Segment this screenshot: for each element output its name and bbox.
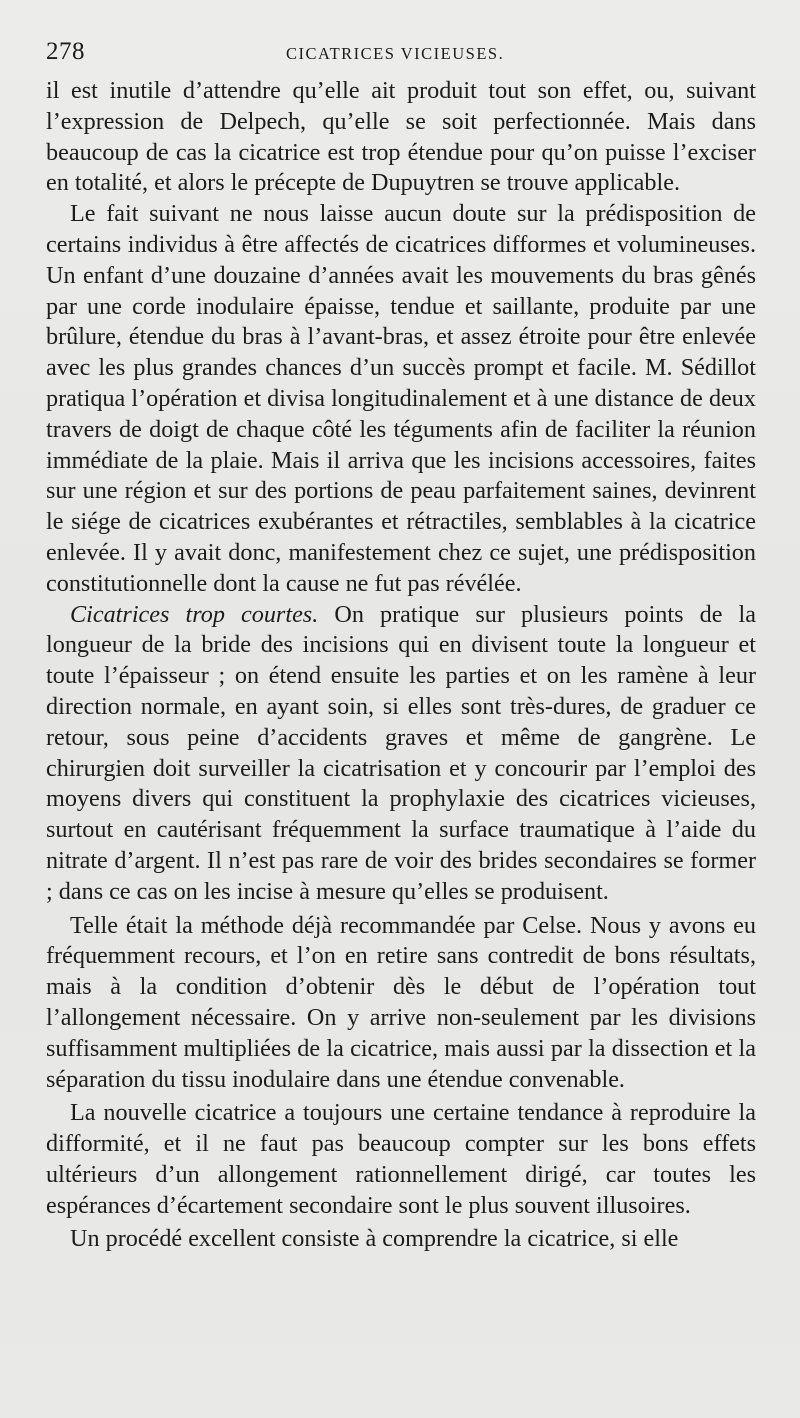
body-text [46,76,756,1255]
paragraph-continuation [46,76,756,199]
paragraph-text: Un procédé excellent consiste à comprendre la cicatrice, si elle [70,1225,679,1253]
section-lead-italic: Cicatrices trop courtes. [70,600,319,628]
paragraph-excellent-procedure [46,1224,756,1255]
paragraph-short-scars [46,600,756,908]
page-number: 278 [46,38,85,65]
paragraph-text: On pratique sur plusieurs points de la longueur de la bride des incisions qui en divisent toute la longueur et toute l’épaisseur ; on étend ensuite les parties et on les ramène à leur direction normale, en ayant soin, si elles sont très-dures, de graduer ce retour, sous peine d’accidents graves et même de gangrène. Le chirurgien doit surveiller la cicatrisation et y concourir par l’emploi des moyens divers qui constituent la prophylaxie des cicatrices vicieuses, surtout en cautérisant fréquemment la surface traumatique à l’aide du nitrate d’argent. Il n’est pas rare de voir des brides secondaires se former ; dans ce cas on les incise à mesure qu’elles se produisent. [46,600,756,905]
paragraph-text: Le fait suivant ne nous laisse aucun doute sur la prédisposition de certains individus à être affectés de cicatrices difformes et volumineuses. Un enfant d’une douzaine d’années avait les mouvements du bras gênés par une corde inodulaire épaisse, tendue et saillante, produite par une brûlure, étendue du bras à l’avant-bras, et assez étroite pour être enlevée avec les plus grandes chances d’un succès prompt et facile. M. Sédillot pratiqua l’opération et divisa longitudinalement et à une distance de deux travers de doigt de chaque côté les téguments afin de faciliter la réunion immédiate de la plaie. Mais il arriva que les incisions accessoires, faites sur une région et sur des portions de peau parfaitement saines, devinrent le siége de cicatrices exubérantes et rétractiles, semblables à la cicatrice enlevée. Il y avait donc, manifestement chez ce sujet, une prédisposition constitutionnelle dont la cause ne fut pas révélée. [46,200,756,597]
running-header [46,38,756,68]
paragraph-text: La nouvelle cicatrice a toujours une certaine tendance à reproduire la difformité, et il ne faut pas beaucoup compter sur les bons effets ultérieurs d’un allongement rationnellement dirigé, car toutes les espérances d’écartement secondaire sont le plus souvent illusoires. [46,1099,756,1219]
running-title: CICATRICES VICIEUSES. [286,44,505,63]
paragraph-celse-method [46,911,756,1096]
paragraph-text: il est inutile d’attendre qu’elle ait produit tout son effet, ou, suivant l’expression de Delpech, qu’elle se soit perfectionnée. Mais dans beaucoup de cas la cicatrice est trop étendue pour qu’on puisse l’exciser en totalité, et alors le précepte de Dupuytren se trouve applicable. [46,77,756,197]
paragraph-text: Telle était la méthode déjà recommandée par Celse. Nous y avons eu fréquemment recours, et l’on en retire sans contredit de bons résultats, mais à la condition d’obtenir dès le début de l’opération tout l’allongement nécessaire. On y arrive non-seulement par les divisions suffisamment multipliées de la cicatrice, mais aussi par la dissection et la séparation du tissu inodulaire dans une étendue convenable. [46,911,756,1093]
paragraph-new-scar [46,1098,756,1221]
paragraph-predisposition [46,199,756,599]
